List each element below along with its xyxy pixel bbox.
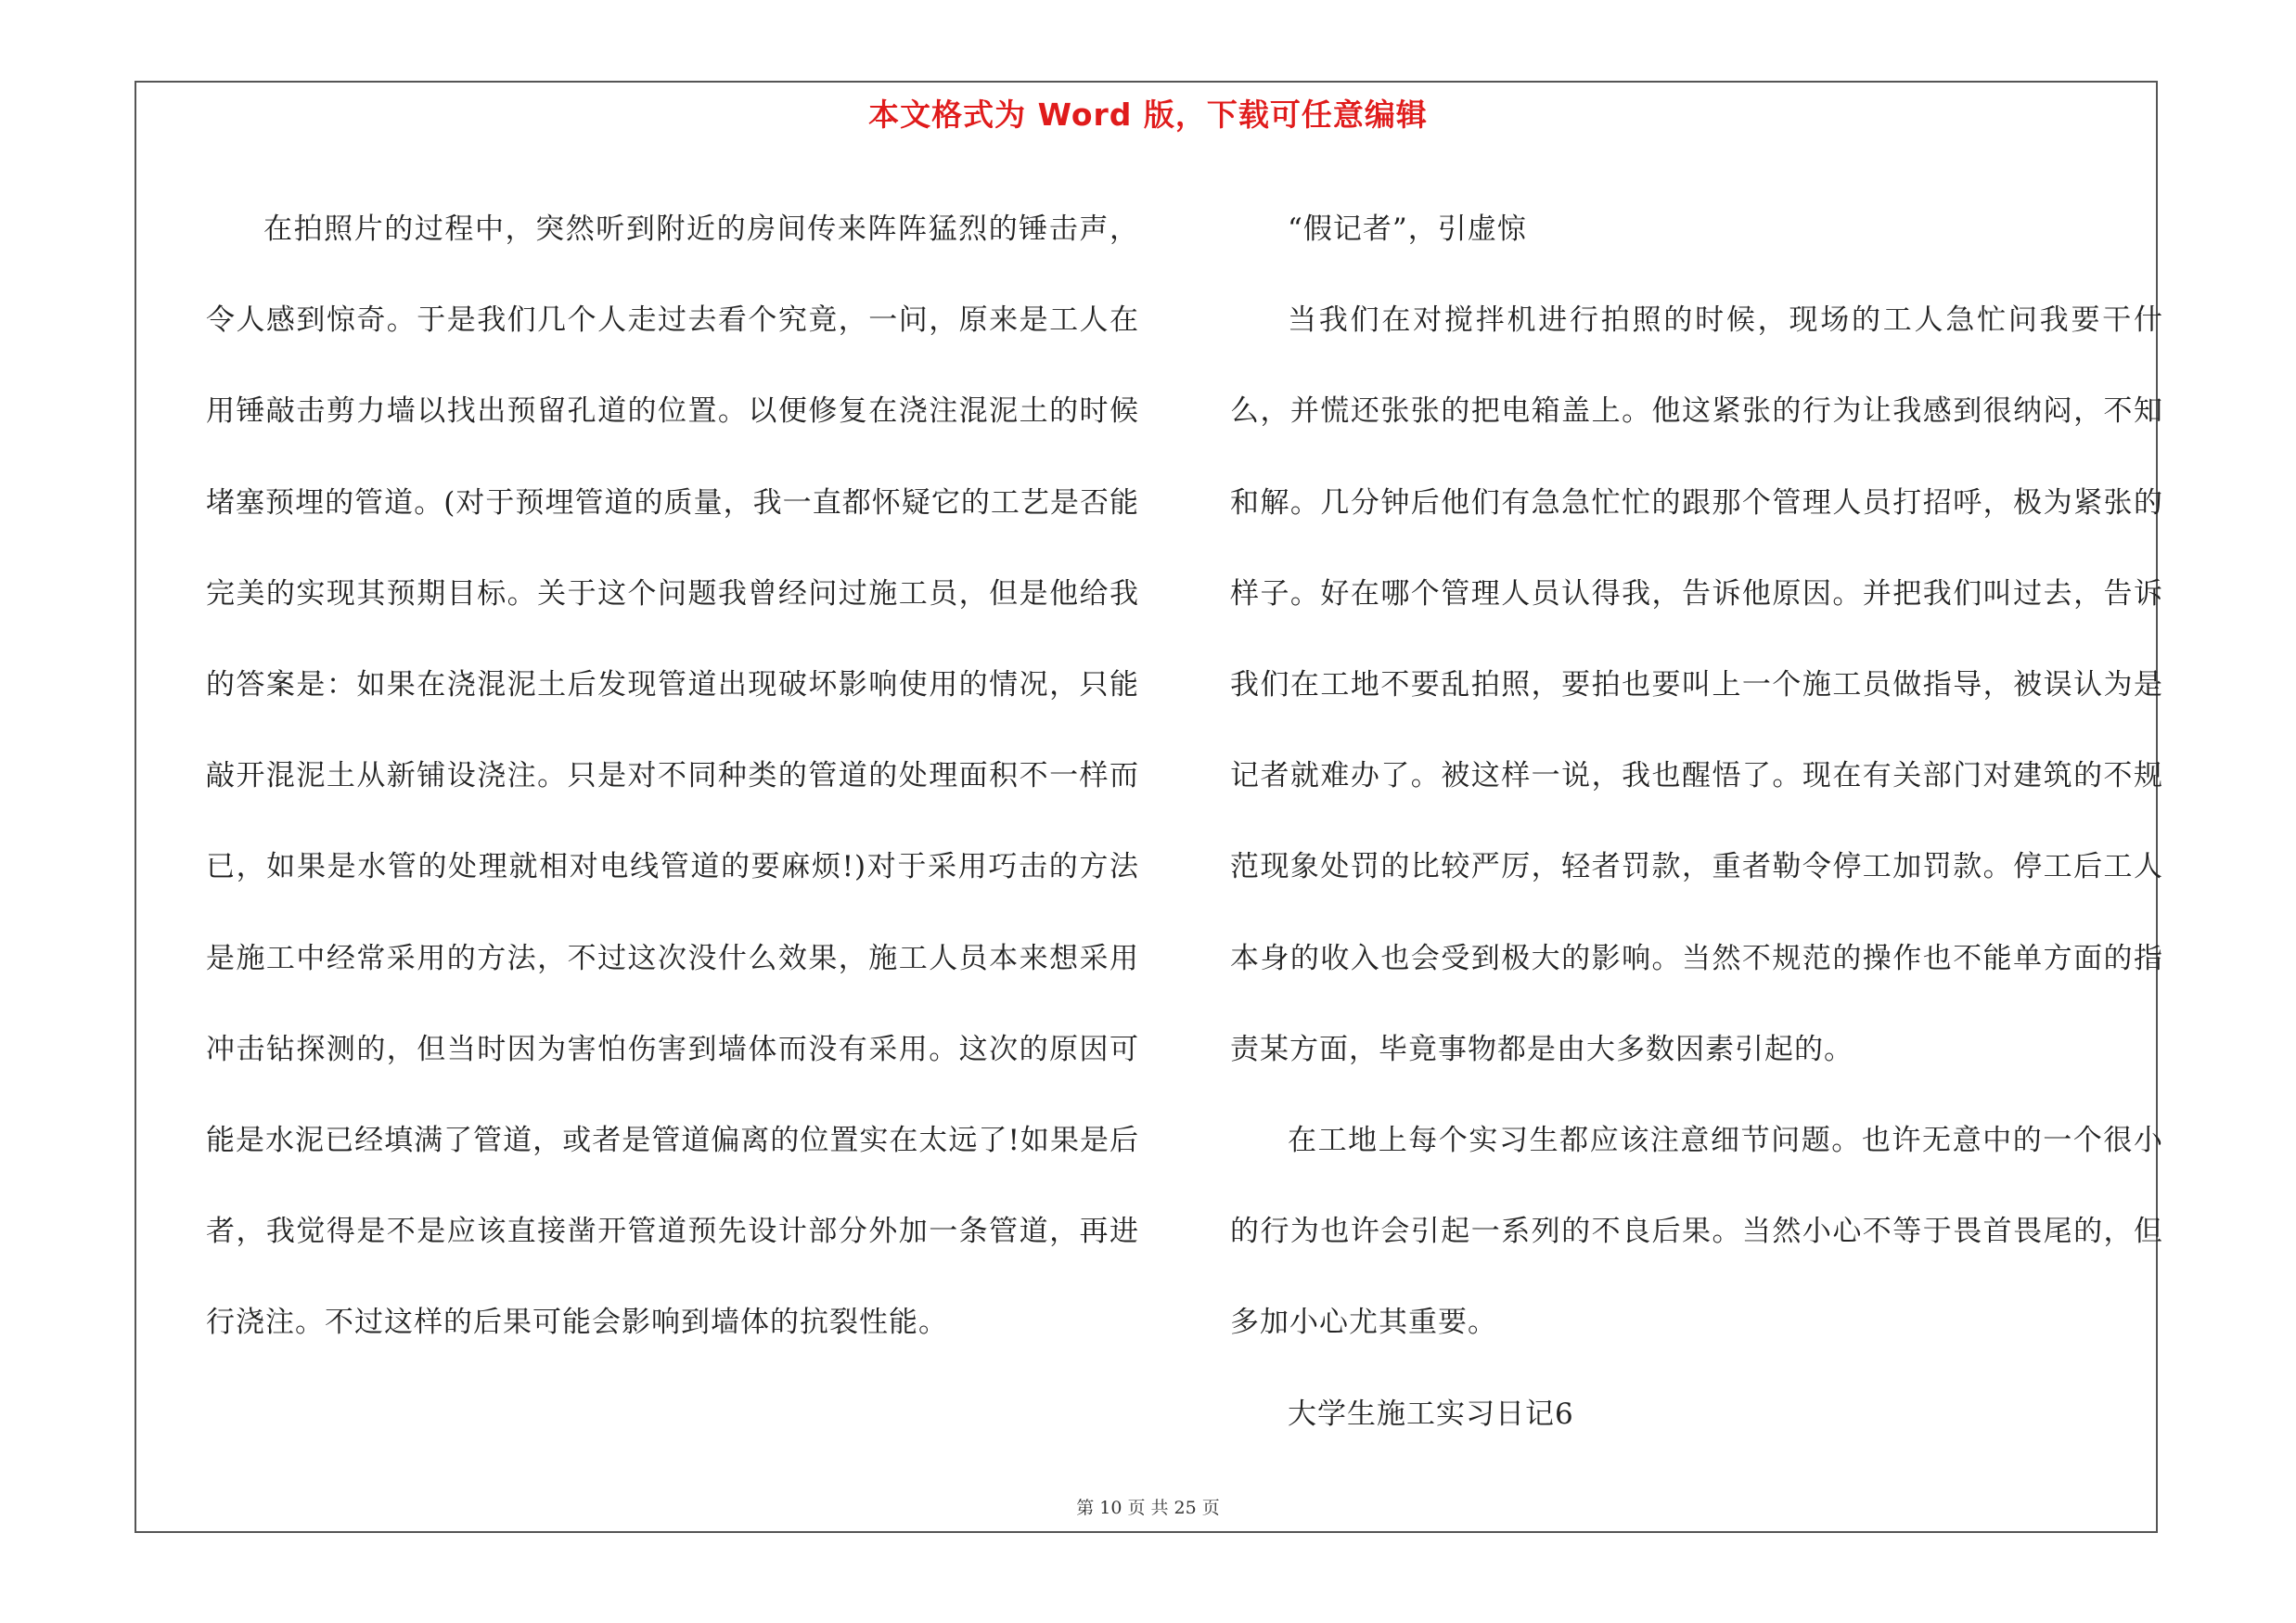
section-heading-fake-reporter: “假记者”，引虚惊 [1288, 213, 1527, 246]
diary-entry-title: 大学生施工实习日记6 [1288, 1397, 1574, 1431]
left-paragraph-1: 在拍照片的过程中，突然听到附近的房间传来阵阵猛烈的锤击声，令人感到惊奇。于是我们几个人走过去看个究竟，一问，原来是工人在用锤敲击剪力墙以找出预留孔道的位置。以便修复在浇注混泥土的时候堵塞预埋的管道。(对于预埋管道的质量，我一直都怀疑它的工艺是否能完美的实现其预期目标。关于这个问题我曾经问过施工员，但是他给我的答案是：如果在浇混泥土后发现管道出现破坏影响使用的情况，只能敲开混泥土从新铺设浇注。只是对不同种类的管道的处理面积不一样而已，如果是水管的处理就相对电线管道的要麻烦!)对于采用巧击的方法是施工中经常采用的方法，不过这次没什么效果，施工人员本来想采用冲击钻探测的，但当时因为害怕伤害到墙体而没有采用。这次的原因可能是水泥已经填满了管道，或者是管道偏离的位置实在太远了!如果是后者，我觉得是不是应该直接凿开管道预先设计部分外加一条管道，再进行浇注。不过这样的后果可能会影响到墙体的抗裂性能。 [206, 213, 1139, 1340]
right-paragraph-2: 在工地上每个实习生都应该注意细节问题。也许无意中的一个很小的行为也许会引起一系列的不良后果。当然小心不等于畏首畏尾的，但多加小心尤其重要。 [1230, 1124, 2163, 1340]
word-format-banner: 本文格式为 Word 版，下载可任意编辑 [868, 97, 1428, 133]
left-text-column [206, 184, 1139, 1369]
right-text-column [1230, 184, 2163, 1460]
page-number-footer: 第 10 页 共 25 页 [1076, 1498, 1220, 1518]
right-paragraph-1: 当我们在对搅拌机进行拍照的时候，现场的工人急忙问我要干什么，并慌还张张的把电箱盖上。他这紧张的行为让我感到很纳闷，不知和解。几分钟后他们有急急忙忙的跟那个管理人员打招呼，极为紧张的样子。好在哪个管理人员认得我，告诉他原因。并把我们叫过去，告诉我们在工地不要乱拍照，要拍也要叫上一个施工员做指导，被误认为是记者就难办了。被这样一说，我也醒悟了。现在有关部门对建筑的不规范现象处罚的比较严厉，轻者罚款，重者勒令停工加罚款。停工后工人本身的收入也会受到极大的影响。当然不规范的操作也不能单方面的指责某方面，毕竟事物都是由大多数因素引起的。 [1230, 303, 2163, 1066]
